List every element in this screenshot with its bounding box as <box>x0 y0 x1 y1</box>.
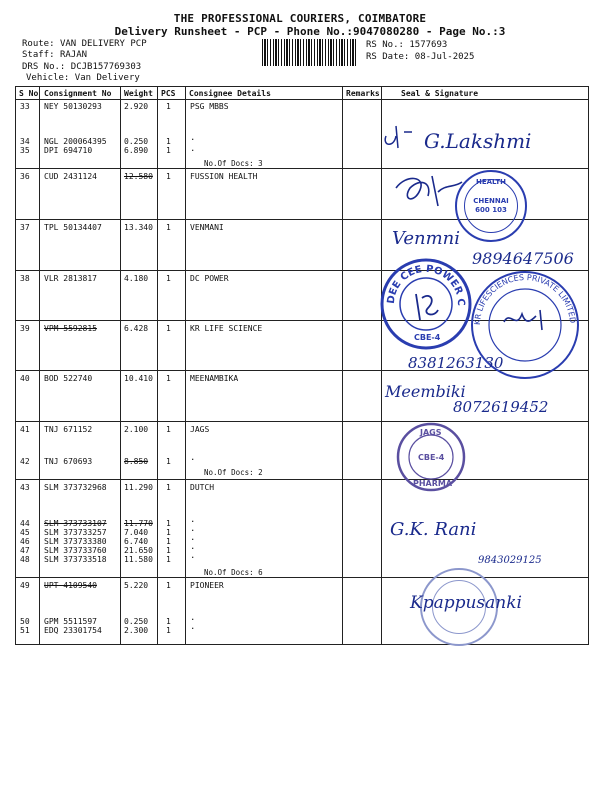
cell-consignment: DPI 694710 <box>44 146 93 155</box>
kr-life-phone <box>408 350 528 375</box>
cell-pcs: 1 <box>166 546 171 555</box>
jags-stamp <box>396 422 466 492</box>
cell-pcs: 1 <box>166 626 171 635</box>
fussion-stamp-city: CHENNAI <box>473 197 509 205</box>
col-header-seal: Seal & Signature <box>401 89 479 98</box>
cell-weight: 0.250 <box>124 137 149 146</box>
cell-pcs: 1 <box>166 457 171 466</box>
row-dot-mark: . <box>190 453 196 463</box>
cell-weight: 8.850 <box>124 457 149 466</box>
cell-weight: 10.410 <box>124 374 153 383</box>
cell-weight: 13.340 <box>124 223 153 232</box>
fussion-signature <box>392 170 472 220</box>
vehicle-line <box>26 73 140 83</box>
cell-pcs: 1 <box>166 483 171 492</box>
cell-pcs: 1 <box>166 172 171 181</box>
row-dot-mark: . <box>190 133 196 143</box>
cell-sno: 51 <box>20 626 30 635</box>
cell-consignment: VLR 2813817 <box>44 274 97 283</box>
cell-consignee: VENMANI <box>190 223 224 232</box>
pioneer-sig-text: Kpappusanki <box>410 593 522 613</box>
cell-sno: 42 <box>20 457 30 466</box>
cell-consignment: CUD 2431124 <box>44 172 97 181</box>
cell-consignment: EDQ 23301754 <box>44 626 102 635</box>
cell-consignment: SLM 373733380 <box>44 537 107 546</box>
cell-pcs: 1 <box>166 137 171 146</box>
dc-power-stamp-bottom: CBE-4 <box>414 333 441 342</box>
cell-sno: 45 <box>20 528 30 537</box>
cell-consignee: DC POWER <box>190 274 229 283</box>
rs-date-line <box>366 52 474 62</box>
cell-consignment: UPT 4109540 <box>44 581 97 590</box>
row-dot-mark: . <box>190 515 196 525</box>
cell-consignment: TNJ 670693 <box>44 457 93 466</box>
col-header-sno: S No <box>19 89 39 98</box>
cell-sno: 36 <box>20 172 30 181</box>
cell-consignment: SLM 373733760 <box>44 546 107 555</box>
cell-sno: 47 <box>20 546 30 555</box>
rs-date-label: RS Date: <box>366 52 410 62</box>
route-value: VAN DELIVERY PCP <box>59 39 147 49</box>
cell-weight: 2.920 <box>124 102 149 111</box>
rs-no-line <box>366 40 447 50</box>
fussion-stamp-name: HEALTH <box>476 178 506 186</box>
row-dot-mark: . <box>190 622 196 632</box>
docs-count-dutch: No.Of Docs: 6 <box>204 568 263 577</box>
cell-consignment: TNJ 671152 <box>44 425 93 434</box>
cell-weight: 11.770 <box>124 519 153 528</box>
cell-sno: 41 <box>20 425 30 434</box>
cell-sno: 34 <box>20 137 30 146</box>
cell-pcs: 1 <box>166 555 171 564</box>
col-header-pcs: PCS <box>161 89 176 98</box>
cell-pcs: 1 <box>166 146 171 155</box>
cell-weight: 6.740 <box>124 537 149 546</box>
company-title: THE PROFESSIONAL COURIERS, COIMBATORE <box>173 12 427 25</box>
cell-pcs: 1 <box>166 617 171 626</box>
dutch-signature <box>390 515 580 565</box>
row-dot-mark: . <box>190 144 196 154</box>
cell-weight: 12.580 <box>124 172 153 181</box>
kr-life-phone-text: 8381263130 <box>408 354 504 372</box>
cell-consignment: BOD 522740 <box>44 374 93 383</box>
cell-sno: 35 <box>20 146 30 155</box>
cell-pcs: 1 <box>166 223 171 232</box>
cell-pcs: 1 <box>166 102 171 111</box>
jags-stamp-top: JAGS <box>420 428 442 437</box>
cell-consignment: GPM 5511597 <box>44 617 97 626</box>
cell-sno: 38 <box>20 274 30 283</box>
runsheet-subtitle: Delivery Runsheet - PCP - Phone No.:9047080280 - Page No.:3 <box>114 25 506 38</box>
cell-consignee: KR LIFE SCIENCE <box>190 324 263 333</box>
cell-consignee: PIONEER <box>190 581 224 590</box>
route-label: Route: <box>22 39 55 49</box>
cell-consignment: SLM 373732968 <box>44 483 107 492</box>
drs-label: DRS No.: <box>22 62 66 72</box>
row-dot-mark: . <box>190 542 196 552</box>
meenambika-signature <box>385 380 580 420</box>
cell-consignment: NEY 50130293 <box>44 102 102 111</box>
cell-consignment: SLM 373733257 <box>44 528 107 537</box>
col-header-consignee: Consignee Details <box>189 89 271 98</box>
cell-sno: 33 <box>20 102 30 111</box>
cell-consignment: SLM 373733107 <box>44 519 107 528</box>
cell-weight: 4.180 <box>124 274 149 283</box>
cell-pcs: 1 <box>166 324 171 333</box>
row-dot-mark: . <box>190 533 196 543</box>
venmani-sig-text: Venmni <box>392 228 461 249</box>
cell-consignee: MEENAMBIKA <box>190 374 239 383</box>
cell-sno: 37 <box>20 223 30 232</box>
psg-signature <box>380 118 570 163</box>
rs-date-value: 08-Jul-2025 <box>414 52 475 62</box>
cell-sno: 46 <box>20 537 30 546</box>
cell-sno: 44 <box>20 519 30 528</box>
dc-power-stamp-top: DEE CEE POWER CARE <box>376 250 467 307</box>
dutch-phone-text: 9843029125 <box>478 555 542 566</box>
route-line <box>22 39 147 49</box>
cell-weight: 6.428 <box>124 324 149 333</box>
venmani-phone-text: 9894647506 <box>472 249 574 268</box>
cell-pcs: 1 <box>166 274 171 283</box>
fussion-stamp-code: 600 103 <box>475 206 507 214</box>
cell-consignment: NGL 200064395 <box>44 137 107 146</box>
cell-sno: 49 <box>20 581 30 590</box>
cell-weight: 21.650 <box>124 546 153 555</box>
cell-pcs: 1 <box>166 374 171 383</box>
pioneer-signature <box>410 588 580 618</box>
dutch-sig-text: G.K. Rani <box>390 519 477 540</box>
jags-stamp-bottom: PHARMA <box>413 479 453 488</box>
rs-no-value: 1577693 <box>409 40 448 50</box>
row-dot-mark: . <box>190 524 196 534</box>
rs-no-label: RS No.: <box>366 40 404 50</box>
cell-sno: 48 <box>20 555 30 564</box>
vehicle-value: Van Delivery <box>74 73 140 83</box>
cell-pcs: 1 <box>166 519 171 528</box>
barcode-image <box>262 39 358 66</box>
meena-sig-text: Meembiki <box>385 382 466 401</box>
cell-pcs: 1 <box>166 581 171 590</box>
col-header-remarks: Remarks <box>346 89 380 98</box>
row-dot-mark: . <box>190 613 196 623</box>
cell-weight: 11.580 <box>124 555 153 564</box>
cell-consignee: JAGS <box>190 425 210 434</box>
col-header-consignment: Consignment No <box>44 89 112 98</box>
vehicle-label: Vehicle: <box>26 73 70 83</box>
cell-weight: 2.100 <box>124 425 149 434</box>
staff-line <box>22 50 87 60</box>
kr-life-stamp-text: KR LIFESCIENCES PRIVATE LIMITED <box>472 272 578 326</box>
cell-weight: 11.290 <box>124 483 153 492</box>
cell-consignee: FUSSION HEALTH <box>190 172 258 181</box>
cell-sno: 39 <box>20 324 30 333</box>
dc-power-stamp <box>376 250 472 350</box>
cell-weight: 0.250 <box>124 617 149 626</box>
cell-weight: 2.300 <box>124 626 149 635</box>
meena-phone-text: 8072619452 <box>453 398 549 416</box>
docs-count-jags: No.Of Docs: 2 <box>204 468 263 477</box>
cell-consignment: SLM 373733518 <box>44 555 107 564</box>
cell-consignee: DUTCH <box>190 483 215 492</box>
staff-value: RAJAN <box>59 50 88 60</box>
cell-consignment: TPL 50134407 <box>44 223 102 232</box>
row-dot-mark: . <box>190 551 196 561</box>
drs-value: DCJB157769303 <box>70 62 142 72</box>
drs-line <box>22 62 141 72</box>
docs-count-psg: No.Of Docs: 3 <box>204 159 263 168</box>
staff-label: Staff: <box>22 50 55 60</box>
cell-pcs: 1 <box>166 528 171 537</box>
col-header-weight: Weight <box>124 89 153 98</box>
cell-weight: 5.220 <box>124 581 149 590</box>
cell-sno: 40 <box>20 374 30 383</box>
cell-pcs: 1 <box>166 537 171 546</box>
cell-sno: 43 <box>20 483 30 492</box>
cell-weight: 6.890 <box>124 146 149 155</box>
jags-stamp-mid: CBE-4 <box>418 453 445 462</box>
cell-consignee: PSG MBBS <box>190 102 229 111</box>
psg-signature-text: G.Lakshmi <box>424 129 532 153</box>
cell-sno: 50 <box>20 617 30 626</box>
cell-pcs: 1 <box>166 425 171 434</box>
cell-weight: 7.040 <box>124 528 149 537</box>
cell-consignment: VPM 5592815 <box>44 324 97 333</box>
